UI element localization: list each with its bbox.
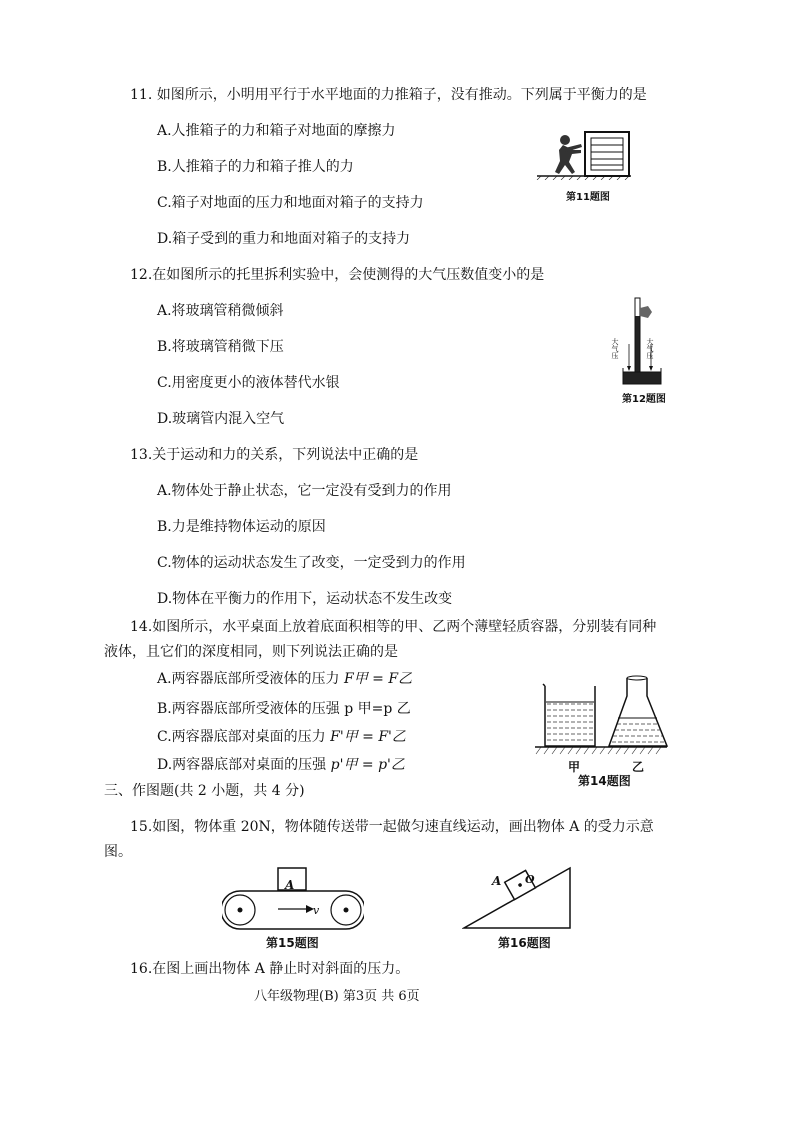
q14-option-a-formula: F甲 = F乙 — [344, 671, 413, 687]
q16-figure-incline — [462, 862, 574, 932]
q13-option-b: B.力是维持物体运动的原因 — [157, 519, 326, 535]
q12-figure-caption: 第12题图 — [622, 394, 666, 405]
q15-stem-line1: 15.如图，物体重 20N，物体随传送带一起做匀速直线运动，画出物体 A 的受力示意 — [130, 819, 654, 835]
q16-figure-label-o: O — [525, 873, 535, 886]
q12-option-a: A.将玻璃管稍微倾斜 — [157, 303, 284, 319]
q13-stem: 13.关于运动和力的关系，下列说法中正确的是 — [130, 447, 419, 463]
q14-figure-caption: 第14题图 — [578, 774, 631, 788]
q12-option-b: B.将玻璃管稍微下压 — [157, 339, 284, 355]
q14-option-a-text: A.两容器底部所受液体的压力 — [157, 671, 345, 687]
q14-option-b-text: B.两容器底部所受液体的压强 — [157, 701, 345, 717]
q16-figure-caption: 第16题图 — [498, 936, 551, 950]
q14-option-b-formula: p 甲=p 乙 — [344, 701, 411, 717]
q16-figure-label-a: A — [492, 874, 502, 888]
q14-stem-line1: 14.如图所示，水平桌面上放着底面积相等的甲、乙两个薄壁轻质容器，分别装有同种 — [130, 619, 657, 635]
q14-figure-label-yi: 乙 — [632, 760, 645, 774]
q12-figure-torricelli-tube — [618, 294, 666, 386]
q14-option-b — [157, 700, 411, 718]
q12-figure-label-right: 大气压 — [646, 338, 654, 359]
q11-option-b: B.人推箱子的力和箱子推人的力 — [157, 159, 354, 175]
q11-option-c: C.箱子对地面的压力和地面对箱子的支持力 — [157, 195, 424, 211]
q14-stem-line2: 液体，且它们的深度相同，则下列说法正确的是 — [104, 644, 398, 660]
page-footer: 八年级物理(B) 第3页 共 6页 — [254, 989, 420, 1004]
q13-option-a: A.物体处于静止状态，它一定没有受到力的作用 — [157, 483, 452, 499]
q16-stem: 16.在图上画出物体 A 静止时对斜面的压力。 — [130, 961, 410, 977]
q14-option-a — [157, 670, 412, 688]
q15-stem-line2: 图。 — [104, 844, 132, 860]
q15-figure-label-v: v — [313, 904, 320, 917]
q11-figure-boy-pushing-box — [535, 128, 635, 180]
q13-option-d: D.物体在平衡力的作用下，运动状态不发生改变 — [157, 591, 453, 607]
q11-option-d: D.箱子受到的重力和地面对箱子的支持力 — [157, 231, 411, 247]
q12-option-c: C.用密度更小的液体替代水银 — [157, 375, 340, 391]
q12-figure-label-left: 大气压 — [611, 338, 619, 359]
q11-option-a: A.人推箱子的力和箱子对地面的摩擦力 — [157, 123, 396, 139]
section-heading: 三、作图题(共 2 小题，共 4 分) — [104, 783, 305, 799]
q14-figure-containers — [533, 674, 669, 760]
q14-figure-label-jia: 甲 — [568, 760, 581, 774]
q11-stem: 11. 如图所示，小明用平行于水平地面的力推箱子，没有推动。下列属于平衡力的是 — [130, 87, 647, 103]
q14-option-d-text: D.两容器底部对桌面的压强 — [157, 757, 331, 773]
q12-option-d: D.玻璃管内混入空气 — [157, 411, 285, 427]
q15-figure-conveyor-belt — [222, 864, 364, 930]
q14-option-c — [157, 728, 406, 746]
q11-figure-caption: 第11题图 — [566, 192, 610, 203]
q14-option-d-formula: p'甲 = p'乙 — [330, 757, 405, 773]
q15-figure-caption: 第15题图 — [266, 936, 319, 950]
q13-option-c: C.物体的运动状态发生了改变，一定受到力的作用 — [157, 555, 466, 571]
q12-stem: 12.在如图所示的托里拆利实验中，会使测得的大气压数值变小的是 — [130, 267, 545, 283]
q14-option-c-formula: F'甲 = F'乙 — [330, 729, 406, 745]
q15-figure-label-a: A — [285, 878, 295, 892]
q14-option-d — [157, 756, 405, 774]
q14-option-c-text: C.两容器底部对桌面的压力 — [157, 729, 331, 745]
